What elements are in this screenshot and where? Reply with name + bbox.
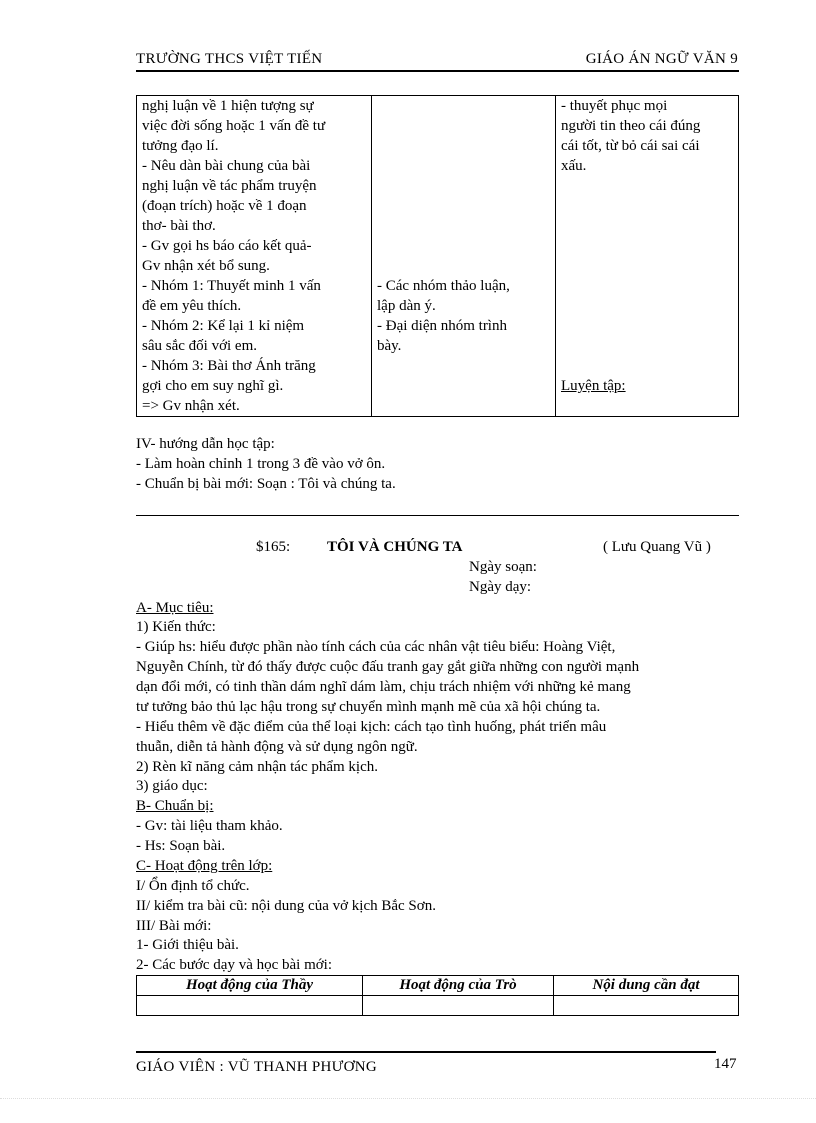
page-number: 147 — [714, 1056, 737, 1072]
text-line: thơ- bài thơ. — [142, 218, 216, 234]
guide-heading: IV- hướng dẫn học tập: — [136, 436, 275, 452]
text-line: - Các nhóm thảo luận, — [377, 278, 510, 294]
section-c-heading: C- Hoạt động trên lớp: — [136, 858, 273, 874]
text-line: nghị luận về tác phẩm truyện — [142, 178, 317, 194]
section-b-line: - Gv: tài liệu tham khảo. — [136, 818, 283, 834]
text-line: cái tốt, từ bỏ cái sai cái — [561, 138, 700, 154]
text-line: sâu sắc đối với em. — [142, 338, 257, 354]
section-c-line: 2- Các bước dạy và học bài mới: — [136, 957, 333, 973]
section-a-line: 3) giáo dục: — [136, 778, 208, 794]
header-cell-content: Nội dung cần đạt — [554, 976, 739, 996]
text-line: - thuyết phục mọi — [561, 98, 668, 114]
section-b-line: - Hs: Soạn bài. — [136, 838, 226, 854]
text-line: - Gv gọi hs báo cáo kết quả- — [142, 238, 312, 254]
section-a-line: dạn đổi mới, có tinh thần dám nghĩ dám làm, chịu trách nhiệm với những kẻ mang — [136, 679, 631, 695]
text-line: - Nhóm 1: Thuyết minh 1 vấn — [142, 278, 321, 294]
text-line: đề em yêu thích. — [142, 298, 242, 314]
empty-cell — [363, 996, 554, 1016]
text-line: lập dàn ý. — [377, 298, 436, 314]
lesson-author: ( Lưu Quang Vũ ) — [603, 539, 711, 555]
text-line: Gv nhận xét bổ sung. — [142, 258, 270, 274]
text-line: - Nhóm 3: Bài thơ Ánh trăng — [142, 358, 316, 374]
section-a-line: Nguyễn Chính, từ đó thấy được cuộc đấu tranh gay gắt giữa những con người mạnh — [136, 659, 640, 675]
footer-rule — [136, 1051, 716, 1053]
text-line: gợi cho em suy nghĩ gì. — [142, 378, 284, 394]
empty-cell — [554, 996, 739, 1016]
section-a-line: 2) Rèn kĩ năng cảm nhận tác phẩm kịch. — [136, 759, 379, 775]
section-a-line: tư tưởng bảo thủ lạc hậu trong sự chuyển mình mạnh mẽ của xã hội chúng ta. — [136, 699, 601, 715]
text-line: xấu. — [561, 158, 587, 174]
guide-item: - Làm hoàn chỉnh 1 trong 3 đề vào vở ôn. — [136, 456, 386, 472]
text-line: - Nhóm 2: Kể lại 1 kỉ niệm — [142, 318, 305, 334]
text-line: => Gv nhận xét. — [142, 398, 240, 414]
section-c-line: II/ kiểm tra bài cũ: nội dung của vở kịch Bắc Sơn. — [136, 898, 436, 914]
footer-teacher: GIÁO VIÊN : VŨ THANH PHƯƠNG — [136, 1059, 377, 1075]
teacher-activity-cell — [137, 96, 372, 417]
content-cell — [556, 96, 739, 417]
text-line: việc đời sống hoặc 1 vấn đề tư — [142, 118, 326, 134]
practice-label: Luyện tập: — [561, 378, 626, 394]
student-activity-cell — [372, 96, 556, 417]
lesson-title: TÔI VÀ CHÚNG TA — [327, 539, 463, 555]
header-subject: GIÁO ÁN NGỮ VĂN 9 — [585, 51, 738, 67]
section-a-line: - Hiểu thêm về đặc điểm của thể loại kịch: cách tạo tình huống, phát triển mâu — [136, 719, 607, 735]
section-c-line: 1- Giới thiệu bài. — [136, 937, 239, 953]
section-a-heading: A- Mục tiêu: — [136, 600, 214, 616]
date-prepared: Ngày soạn: — [469, 559, 537, 575]
date-taught: Ngày dạy: — [469, 579, 532, 595]
section-a-line: thuẫn, diễn tả hành động và sử dụng ngôn ngữ. — [136, 739, 418, 755]
header-rule — [136, 70, 739, 72]
text-line: nghị luận về 1 hiện tượng sự — [142, 98, 314, 114]
guide-item: - Chuẩn bị bài mới: Soạn : Tôi và chúng ta. — [136, 476, 396, 492]
section-b-heading: B- Chuẩn bị: — [136, 798, 214, 814]
text-line: người tin theo cái đúng — [561, 118, 701, 134]
text-line: bày. — [377, 338, 402, 354]
activity-table — [136, 95, 739, 417]
section-c-line: I/ Ổn định tổ chức. — [136, 878, 250, 894]
section-c-line: III/ Bài mới: — [136, 918, 212, 934]
lesson-number: $165: — [256, 539, 291, 555]
text-line: - Nêu dàn bài chung của bài — [142, 158, 311, 174]
text-line: - Đại diện nhóm trình — [377, 318, 507, 334]
section-divider — [136, 515, 739, 516]
section-a-line: - Giúp hs: hiểu được phần nào tính cách của các nhân vật tiêu biểu: Hoàng Việt, — [136, 639, 616, 655]
text-line: (đoạn trích) hoặc về 1 đoạn — [142, 198, 307, 214]
text-line: tưởng đạo lí. — [142, 138, 219, 154]
header-cell-teacher: Hoạt động của Thầy — [137, 976, 363, 996]
header-school: TRƯỜNG THCS VIỆT TIẾN — [136, 51, 323, 67]
section-a-line: 1) Kiến thức: — [136, 619, 216, 635]
page-edge — [0, 1098, 816, 1099]
empty-cell — [137, 996, 363, 1016]
lesson-plan-table — [136, 975, 739, 1016]
header-cell-student: Hoạt động của Trò — [363, 976, 554, 996]
